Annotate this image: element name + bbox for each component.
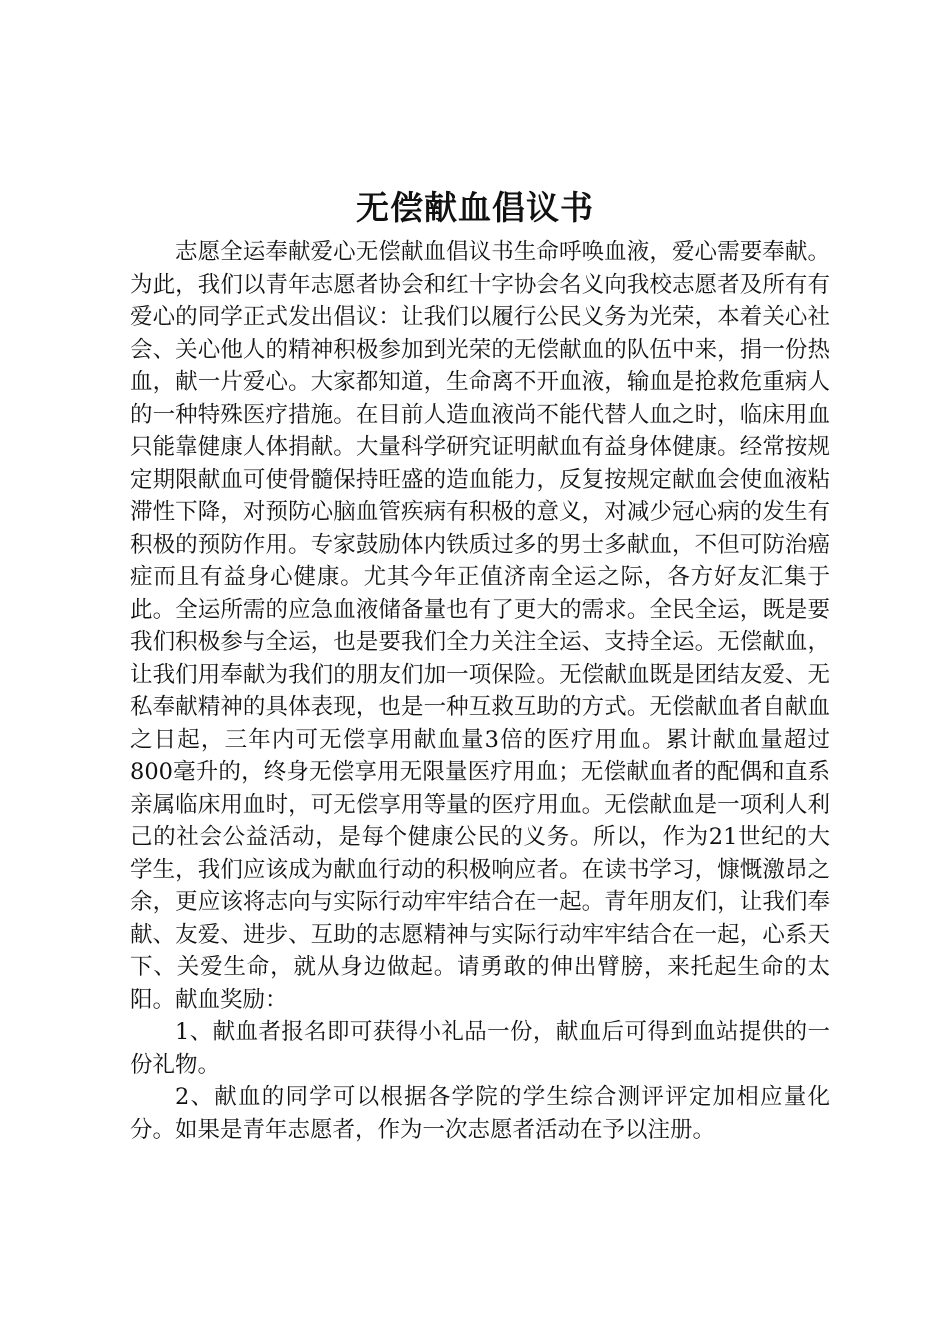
body-paragraph: 2、献血的同学可以根据各学院的学生综合测评评定加相应量化分。如果是青年志愿者，作为一次志愿者活动在予以注册。	[130, 1084, 830, 1143]
body-paragraph: 1、献血者报名即可获得小礼品一份，献血后可得到血站提供的一份礼物。	[130, 1019, 830, 1078]
body-paragraph: 志愿全运奉献爱心无偿献血倡议书生命呼唤血液，爱心需要奉献。为此，我们以青年志愿者协会和红十字协会名义向我校志愿者及所有有爱心的同学正式发出倡议：让我们以履行公民义务为光荣，本着关心社会、关心他人的精神积极参加到光荣的无偿献血的队伍中来，捐一份热血，献一片爱心。大家都知道，生命离不开血液，输血是抢救危重病人的一种特殊医疗措施。在目前人造血液尚不能代替人血之时，临床用血只能靠健康人体捐献。大量科学研究证明献血有益身体健康。经常按规定期限献血可使骨髓保持旺盛的造血能力，反复按规定献血会使血液粘滞性下降，对预防心脑血管疾病有积极的意义，对减少冠心病的发生有积极的预防作用。专家鼓励体内铁质过多的男士多献血，不但可防治癌症而且有益身心健康。尤其今年正值济南全运之际，各方好友汇集于此。全运所需的应急血液储备量也有了更大的需求。全民全运，既是要我们积极参与全运，也是要我们全力关注全运、支持全运。无偿献血，让我们用奉献为我们的朋友们加一项保险。无偿献血既是团结友爱、无私奉献精神的具体表现，也是一种互救互助的方式。无偿献血者自献血之日起，三年内可无偿享用献血量3倍的医疗用血。累计献血量超过800毫升的，终身无偿享用无限量医疗用血；无偿献血者的配偶和直系亲属临床用血时，可无偿享用等量的医疗用血。无偿献血是一项利人利己的社会公益活动，是每个健康公民的义务。所以，作为21世纪的大学生，我们应该成为献血行动的积极响应者。在读书学习，慷慨激昂之余，更应该将志向与实际行动牢牢结合在一起。青年朋友们，让我们奉献、友爱、进步、互助的志愿精神与实际行动牢牢结合在一起，心系天下、关爱生命，就从身边做起。请勇敢的伸出臂膀，来托起生命的太阳。献血奖励：	[130, 239, 830, 1013]
document-body	[130, 236, 830, 1146]
document-title: 无偿献血倡议书	[356, 188, 594, 227]
